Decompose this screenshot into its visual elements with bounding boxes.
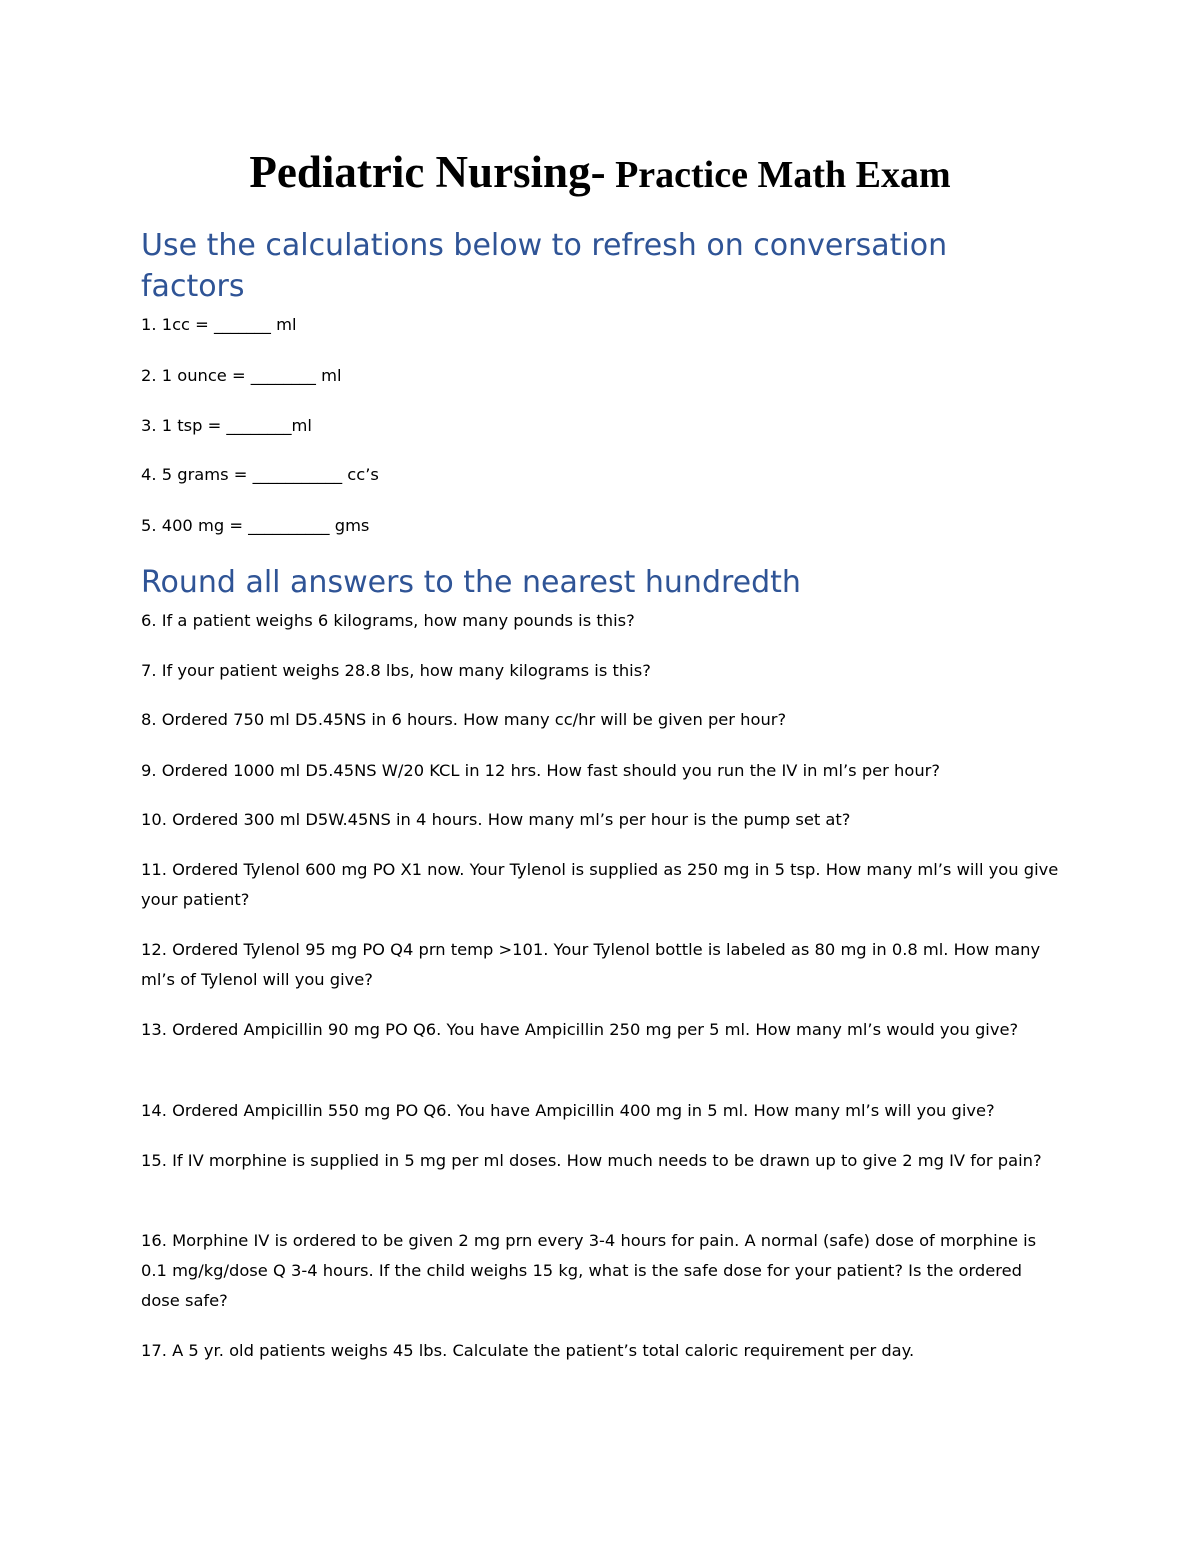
question-12: 12. Ordered Tylenol 95 mg PO Q4 prn temp >101. Your Tylenol bottle is labeled as 80 mg in 0.8 ml. How many ml’s of Tylenol will you give? <box>141 940 1041 989</box>
question-4: 4. 5 grams = ___________ cc’s <box>141 465 379 484</box>
question-5: 5. 400 mg = __________ gms <box>141 516 370 535</box>
question-11: 11. Ordered Tylenol 600 mg PO X1 now. Your Tylenol is supplied as 250 mg in 5 tsp. How many ml’s will you give your patient? <box>141 860 1059 909</box>
question-8: 8. Ordered 750 ml D5.45NS in 6 hours. How many cc/hr will be given per hour? <box>141 710 787 729</box>
question-9: 9. Ordered 1000 ml D5.45NS W/20 KCL in 12 hrs. How fast should you run the IV in ml’s per hour? <box>141 761 940 780</box>
question-14: 14. Ordered Ampicillin 550 mg PO Q6. You have Ampicillin 400 mg in 5 ml. How many ml’s will you give? <box>141 1101 995 1120</box>
question-16: 16. Morphine IV is ordered to be given 2 mg prn every 3-4 hours for pain. A normal (safe) dose of morphine is 0.1 mg/kg/dose Q 3-4 hours. If the child weighs 15 kg, what is the safe dose for your patient? Is the ordered dose safe? <box>141 1231 1037 1310</box>
question-17: 17. A 5 yr. old patients weighs 45 lbs. Calculate the patient’s total caloric requirement per day. <box>141 1341 915 1360</box>
question-10: 10. Ordered 300 ml D5W.45NS in 4 hours. How many ml’s per hour is the pump set at? <box>141 810 851 829</box>
question-6: 6. If a patient weighs 6 kilograms, how many pounds is this? <box>141 611 635 630</box>
title-sub: Practice Math Exam <box>605 154 951 196</box>
section-heading-conversion: Use the calculations below to refresh on conversation factors <box>141 228 948 304</box>
title-main: Pediatric Nursing- <box>249 147 606 197</box>
question-2: 2. 1 ounce = ________ ml <box>141 366 342 385</box>
section-heading-rounding: Round all answers to the nearest hundredth <box>141 565 801 600</box>
page-title <box>0 146 1200 198</box>
question-1: 1. 1cc = _______ ml <box>141 315 297 334</box>
question-15: 15. If IV morphine is supplied in 5 mg per ml doses. How much needs to be drawn up to give 2 mg IV for pain? <box>141 1151 1042 1170</box>
question-7: 7. If your patient weighs 28.8 lbs, how many kilograms is this? <box>141 661 651 680</box>
question-3: 3. 1 tsp = ________ml <box>141 416 312 435</box>
question-13: 13. Ordered Ampicillin 90 mg PO Q6. You have Ampicillin 250 mg per 5 ml. How many ml’s would you give? <box>141 1020 1019 1039</box>
